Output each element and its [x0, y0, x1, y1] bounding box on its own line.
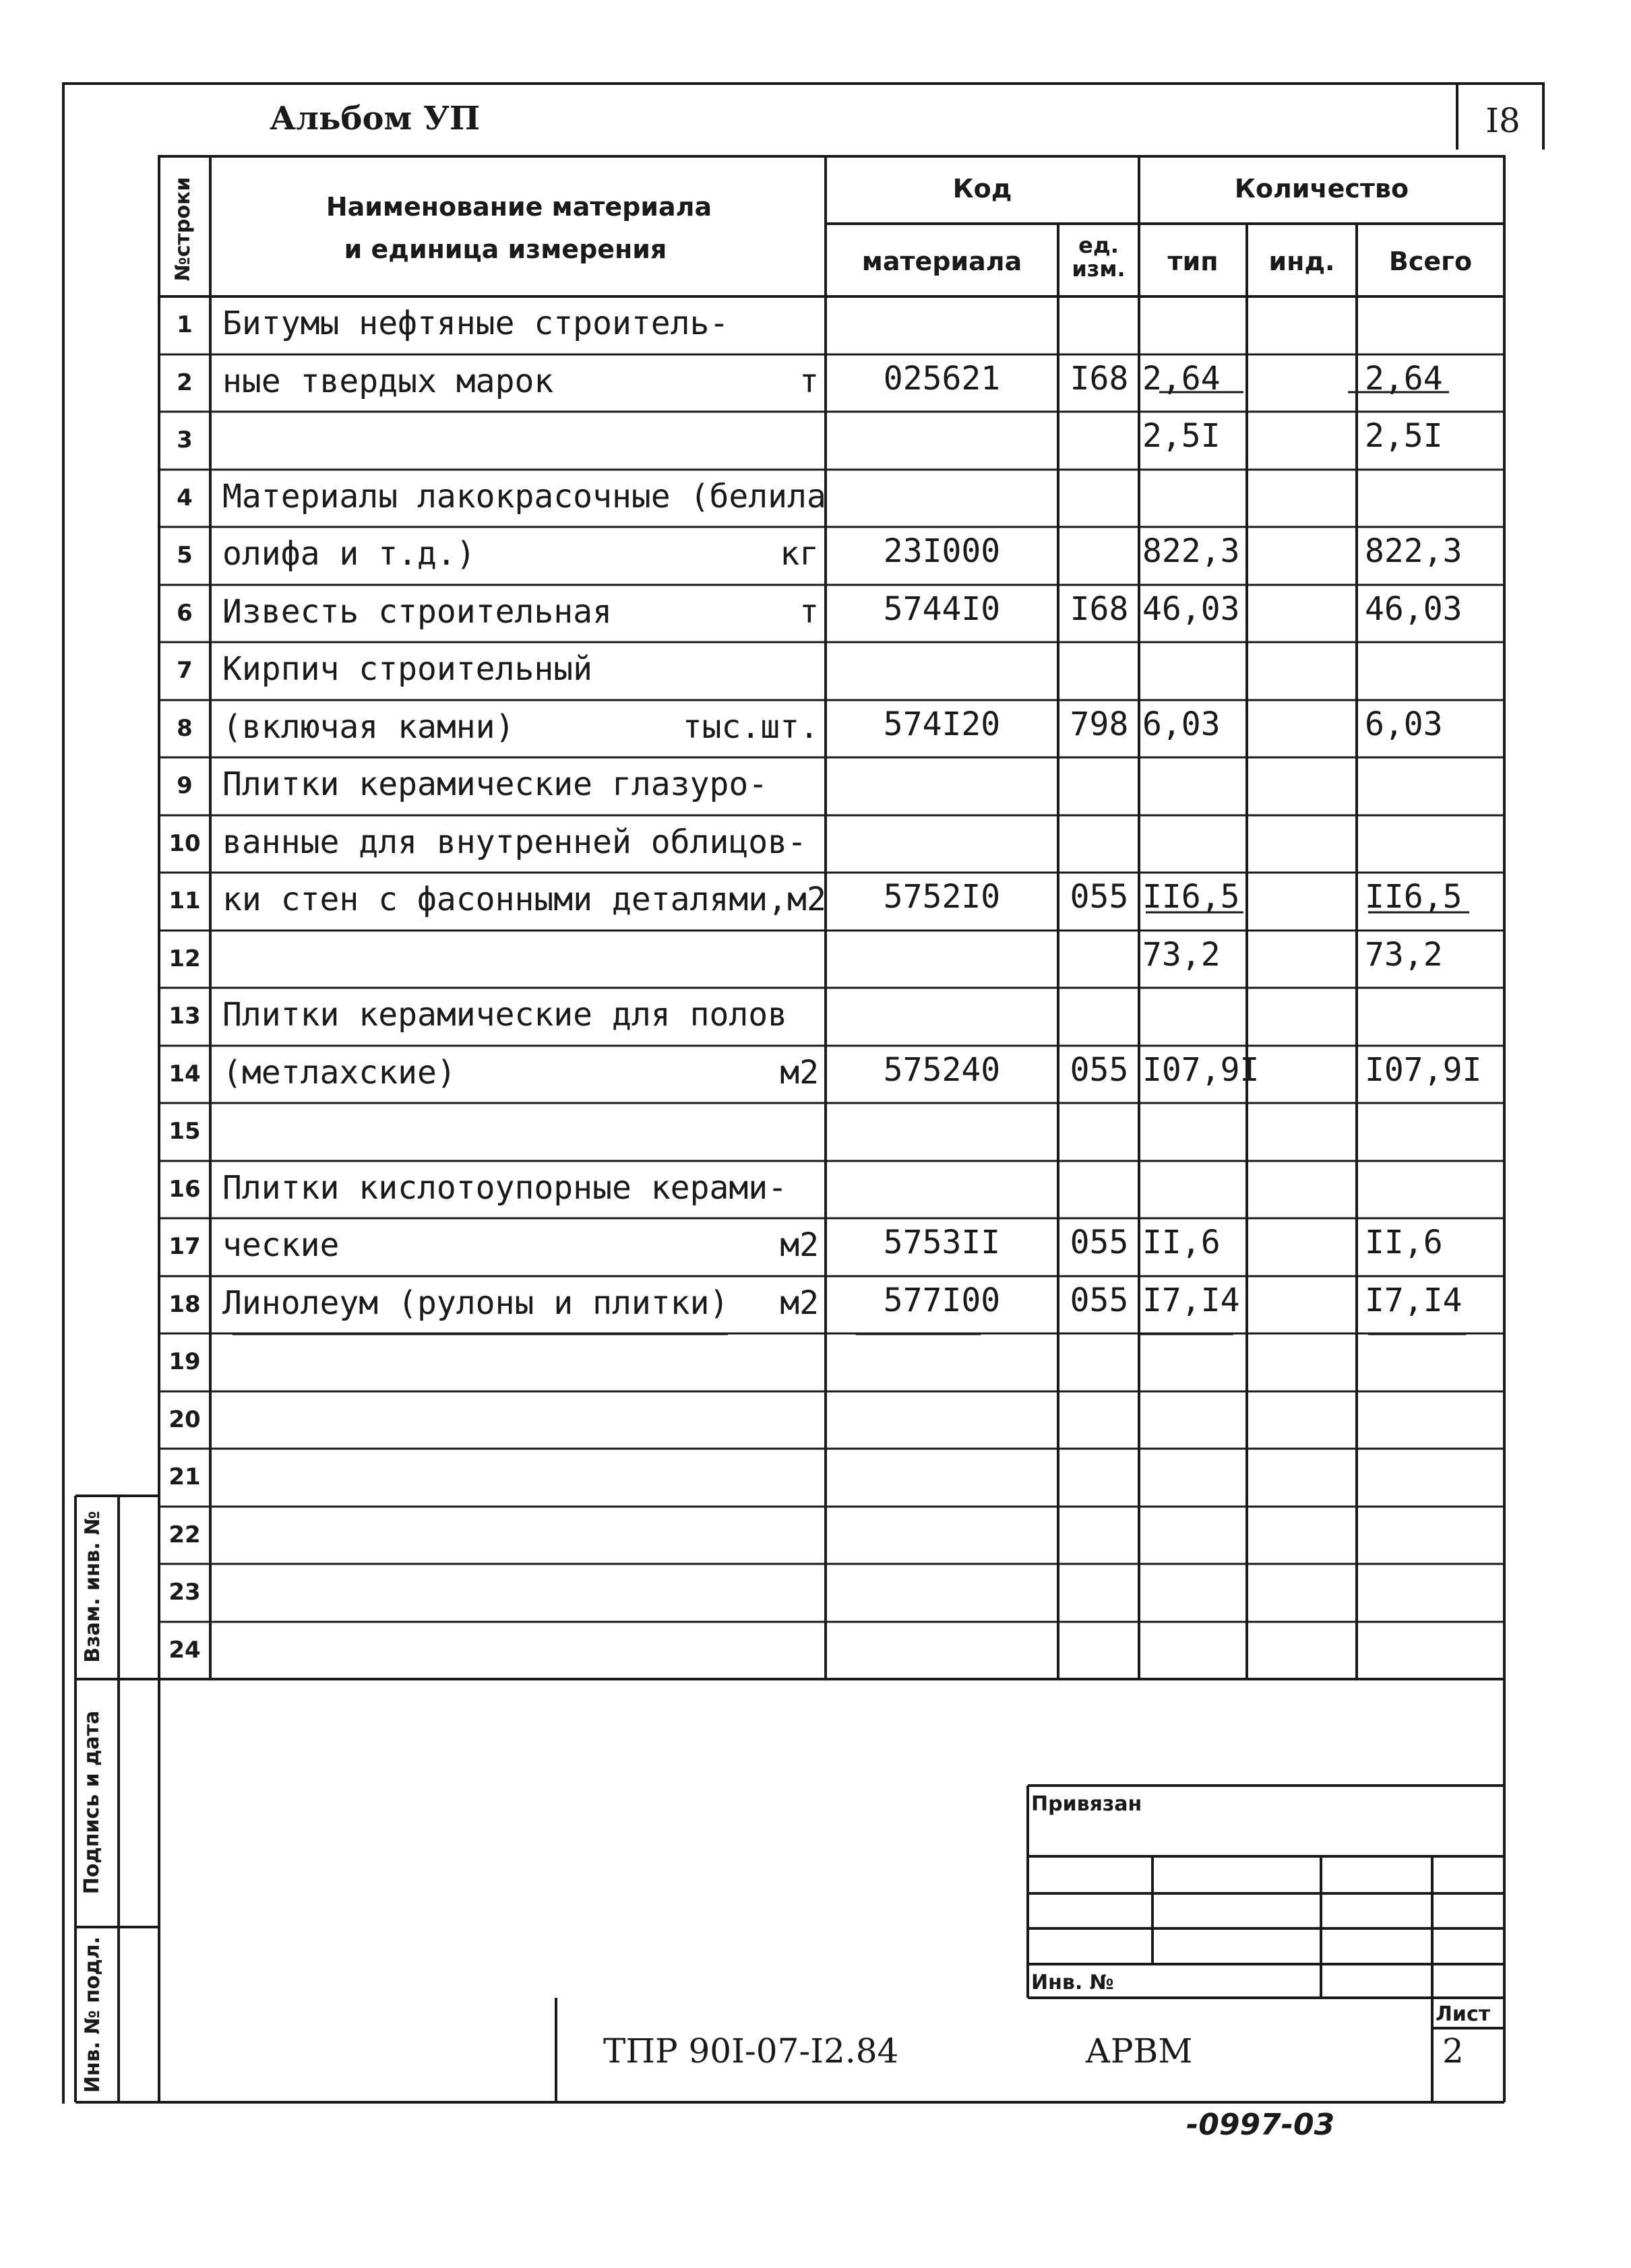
- page-number: I8: [1485, 101, 1520, 140]
- unit-code: I68: [1070, 590, 1129, 628]
- row-number: 9: [177, 772, 193, 799]
- side-stamp-inv-podl: Инв. № подл.: [81, 1936, 104, 2093]
- material-name: Кирпич строительный: [222, 650, 593, 688]
- row-number: 23: [168, 1579, 201, 1606]
- material-code: 574I20: [883, 705, 1001, 743]
- row-number: 5: [177, 542, 193, 569]
- row-number: 18: [168, 1290, 201, 1318]
- material-code: 23I000: [883, 532, 1001, 570]
- row-number-header: №строки: [171, 177, 195, 282]
- material-code: 025621: [883, 359, 1001, 398]
- row-number: 3: [177, 427, 193, 453]
- material-unit: м2: [780, 1226, 819, 1264]
- row-number: 20: [168, 1406, 201, 1433]
- material-name: ванные для внутренней облицов-: [222, 823, 807, 861]
- row-number: 2: [177, 369, 193, 396]
- row-number: 16: [168, 1175, 201, 1203]
- footer-note: -0997-03: [1186, 2108, 1335, 2142]
- stamp-privyazan: Привязан: [1031, 1792, 1142, 1816]
- row-number: 13: [168, 1003, 201, 1030]
- unit-code: I68: [1070, 359, 1129, 398]
- material-unit: тыс.шт.: [682, 707, 819, 746]
- qty-type: II6,5: [1142, 878, 1240, 916]
- name-header-line2: и единица измерения: [344, 234, 667, 264]
- qty-ind-header: инд.: [1268, 247, 1335, 276]
- stamp-document: ТПР 90I-07-I2.84: [603, 2031, 899, 2071]
- unit-code: 055: [1070, 1224, 1129, 1261]
- side-stamp-vzam: Взам. инв. №: [81, 1511, 104, 1663]
- qty-type: 73,2: [1142, 935, 1221, 974]
- unit-code: 055: [1070, 878, 1129, 916]
- material-unit: т: [799, 362, 819, 400]
- row-number: 19: [168, 1348, 201, 1375]
- material-name: Плитки керамические для полов: [222, 996, 788, 1034]
- row-number: 21: [168, 1463, 201, 1490]
- row-number: 15: [168, 1118, 201, 1145]
- material-name: ческие: [222, 1226, 340, 1264]
- row-number: 24: [168, 1636, 201, 1664]
- material-unit: м2: [780, 1053, 819, 1092]
- album-title: Альбом УП: [270, 100, 481, 137]
- unit-code: 798: [1070, 705, 1129, 743]
- qty-total: II,6: [1365, 1224, 1443, 1261]
- qty-type: 822,3: [1142, 532, 1240, 570]
- qty-total: 2,64: [1365, 359, 1443, 398]
- code-unit-header-2: изм.: [1072, 256, 1126, 282]
- qty-type: I07,9I: [1142, 1050, 1260, 1089]
- side-stamp-podpis: Подпись и дата: [80, 1710, 104, 1895]
- material-name: ные твердых марок: [222, 362, 554, 400]
- qty-type: 6,03: [1142, 705, 1221, 743]
- material-name: олифа и т.д.): [222, 535, 476, 573]
- qty-total: I07,9I: [1365, 1050, 1482, 1089]
- material-unit: м2: [780, 1284, 819, 1322]
- qty-type: 2,5I: [1142, 417, 1221, 455]
- material-name: Линолеум (рулоны и плитки): [222, 1284, 729, 1322]
- code-material-header: материала: [861, 247, 1022, 276]
- qty-type: 2,64: [1142, 359, 1221, 398]
- quantity-header: Количество: [1234, 174, 1409, 203]
- qty-total: II6,5: [1365, 878, 1463, 916]
- qty-type: II,6: [1142, 1224, 1221, 1261]
- row-number: 17: [168, 1233, 201, 1260]
- material-name: (включая камни): [222, 707, 515, 746]
- qty-total: 46,03: [1365, 590, 1463, 628]
- qty-total-header: Всего: [1388, 247, 1473, 276]
- row-number: 6: [177, 599, 193, 627]
- row-number: 11: [168, 887, 201, 914]
- qty-total: 2,5I: [1365, 417, 1443, 455]
- material-unit: т: [799, 592, 819, 631]
- material-name: Известь строительная: [222, 592, 612, 631]
- row-number: 7: [177, 657, 193, 684]
- row-number: 14: [168, 1060, 201, 1088]
- row-number: 12: [168, 945, 201, 972]
- row-number: 4: [177, 484, 193, 511]
- code-header: Код: [952, 174, 1012, 203]
- row-number: 8: [177, 714, 193, 742]
- material-name: Плитки кислотоупорные керами-: [222, 1168, 788, 1207]
- material-code: 5752I0: [883, 878, 1001, 916]
- stamp-section: АРВМ: [1085, 2031, 1193, 2071]
- qty-total: 6,03: [1365, 705, 1443, 743]
- row-number: 10: [168, 829, 201, 857]
- qty-type: 46,03: [1142, 590, 1240, 628]
- material-code: 575240: [883, 1050, 1001, 1089]
- material-name: ки стен с фасонными деталями,м2: [222, 881, 826, 918]
- stamp-sheet-number: 2: [1442, 2031, 1464, 2071]
- qty-total: 822,3: [1365, 532, 1463, 570]
- material-name: Материалы лакокрасочные (белила: [222, 477, 826, 515]
- material-code: 5753II: [883, 1224, 1001, 1261]
- stamp-inv-no: Инв. №: [1031, 1971, 1114, 1994]
- qty-type-header: тип: [1167, 247, 1219, 276]
- name-header-line1: Наименование материала: [326, 192, 712, 222]
- material-name: Битумы нефтяные строитель-: [222, 305, 729, 342]
- material-code: 5744I0: [883, 590, 1001, 628]
- material-unit: кг: [780, 535, 819, 573]
- stamp-sheet-label: Лист: [1436, 2003, 1491, 2026]
- code-unit-header-1: ед.: [1078, 232, 1119, 258]
- unit-code: 055: [1070, 1281, 1129, 1319]
- row-number: 1: [177, 311, 193, 338]
- qty-total: I7,I4: [1365, 1281, 1463, 1319]
- material-name: Плитки керамические глазуро-: [222, 765, 768, 803]
- material-name: (метлахские): [222, 1053, 456, 1092]
- qty-type: I7,I4: [1142, 1281, 1240, 1319]
- qty-total: 73,2: [1365, 935, 1443, 974]
- unit-code: 055: [1070, 1050, 1129, 1089]
- row-number: 22: [168, 1521, 201, 1548]
- material-code: 577I00: [883, 1281, 1001, 1319]
